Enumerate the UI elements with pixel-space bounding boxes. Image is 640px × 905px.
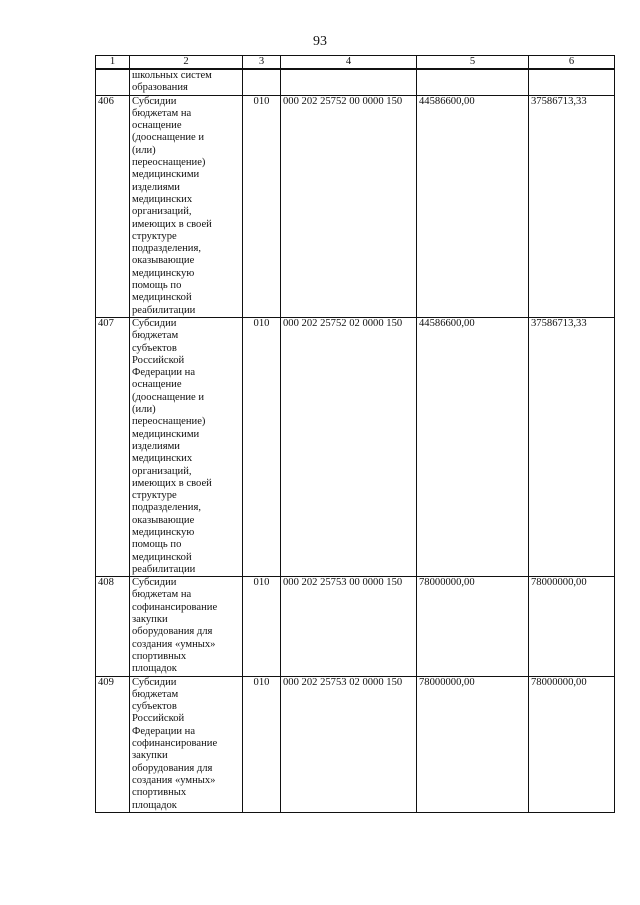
- row-name-line: бюджетам на: [132, 107, 192, 119]
- amount-planned: 78000000,00: [417, 577, 529, 676]
- admin-code: 010: [243, 577, 281, 676]
- row-name-line: софинансирование: [132, 738, 218, 750]
- row-number: 406: [96, 95, 130, 317]
- row-name-line: Субсидии: [132, 676, 177, 688]
- row-name-line: подразделения,: [132, 502, 201, 514]
- row-name-line: структуре: [132, 230, 177, 242]
- row-number: 408: [96, 577, 130, 676]
- row-name-line: оснащение: [132, 120, 182, 132]
- row-name-line: спортивных: [132, 787, 187, 799]
- row-name-line: медицинской: [132, 292, 192, 304]
- row-name-line: закупки: [132, 750, 168, 762]
- table-header-row: [96, 56, 615, 70]
- row-name-line: переоснащение): [132, 157, 206, 169]
- row-name-line: имеющих в своей: [132, 477, 212, 489]
- row-name-line: площадок: [132, 799, 177, 811]
- table-row: [96, 676, 615, 812]
- row-name-line: Субсидии: [132, 95, 177, 107]
- budget-classification-code: 000 202 25753 00 0000 150: [281, 577, 417, 676]
- table-row: [96, 69, 615, 95]
- row-name-line: медицинских: [132, 453, 193, 465]
- amount-planned: 44586600,00: [417, 95, 529, 317]
- row-name-line: Федерации на: [132, 367, 196, 379]
- budget-classification-code: 000 202 25752 00 0000 150: [281, 95, 417, 317]
- row-name: [130, 577, 243, 676]
- admin-code: [243, 69, 281, 95]
- row-name-line: образования: [132, 82, 188, 94]
- row-name-line: Субсидии: [132, 577, 177, 589]
- row-number: 409: [96, 676, 130, 812]
- row-name-line: площадок: [132, 663, 177, 675]
- row-name-line: медицинских: [132, 193, 193, 205]
- budget-classification-code: [281, 69, 417, 95]
- row-name-line: Российской: [132, 354, 185, 366]
- column-header: 5: [417, 56, 529, 70]
- amount-planned: [417, 69, 529, 95]
- row-name-line: софинансирование: [132, 601, 218, 613]
- row-name-line: школьных систем: [132, 70, 212, 81]
- row-name-line: оснащение: [132, 379, 182, 391]
- row-name-line: оборудования для: [132, 626, 213, 638]
- column-header: 6: [529, 56, 615, 70]
- row-name-line: создания «умных»: [132, 774, 216, 786]
- row-name-line: (дооснащение и: [132, 132, 205, 144]
- row-name-line: оказывающие: [132, 255, 195, 267]
- row-name: [130, 69, 243, 95]
- row-name-line: изделиями: [132, 181, 180, 193]
- row-name: [130, 317, 243, 576]
- row-name-line: бюджетам: [132, 330, 179, 342]
- row-name-line: закупки: [132, 614, 168, 626]
- row-name-line: медицинскую: [132, 526, 195, 538]
- row-name-line: помощь по: [132, 280, 182, 292]
- column-header: 4: [281, 56, 417, 70]
- row-name-line: имеющих в своей: [132, 218, 212, 230]
- row-name-line: медицинскую: [132, 267, 195, 279]
- row-name-line: бюджетам на: [132, 589, 192, 601]
- row-name-line: помощь по: [132, 539, 182, 551]
- row-name-line: (или): [132, 144, 156, 156]
- row-name-line: субъектов: [132, 701, 177, 713]
- row-name-line: изделиями: [132, 440, 180, 452]
- budget-classification-code: 000 202 25753 02 0000 150: [281, 676, 417, 812]
- row-name-line: бюджетам: [132, 688, 179, 700]
- row-name-line: организаций,: [132, 465, 192, 477]
- row-name-line: спортивных: [132, 650, 187, 662]
- row-name-line: (или): [132, 404, 156, 416]
- row-name-line: реабилитации: [132, 563, 196, 575]
- row-name-line: медицинскими: [132, 428, 200, 440]
- row-name-line: переоснащение): [132, 416, 206, 428]
- amount-planned: 44586600,00: [417, 317, 529, 576]
- row-name-line: медицинскими: [132, 169, 200, 181]
- row-name-line: реабилитации: [132, 304, 196, 316]
- column-header: 2: [130, 56, 243, 70]
- admin-code: 010: [243, 676, 281, 812]
- row-name-line: подразделения,: [132, 243, 201, 255]
- row-name-line: создания «умных»: [132, 638, 216, 650]
- row-name-line: структуре: [132, 490, 177, 502]
- amount-planned: 78000000,00: [417, 676, 529, 812]
- row-name-line: субъектов: [132, 342, 177, 354]
- row-name-line: организаций,: [132, 206, 192, 218]
- row-name-line: Субсидии: [132, 317, 177, 329]
- admin-code: 010: [243, 317, 281, 576]
- amount-executed: 78000000,00: [529, 577, 615, 676]
- column-header: 1: [96, 56, 130, 70]
- amount-executed: 37586713,33: [529, 95, 615, 317]
- table-row: [96, 317, 615, 576]
- row-name-line: Российской: [132, 713, 185, 725]
- amount-executed: 37586713,33: [529, 317, 615, 576]
- table-row: [96, 577, 615, 676]
- row-name: [130, 676, 243, 812]
- column-header: 3: [243, 56, 281, 70]
- row-name-line: оборудования для: [132, 762, 213, 774]
- page-number: 93: [313, 34, 327, 49]
- row-name-line: медицинской: [132, 551, 192, 563]
- admin-code: 010: [243, 95, 281, 317]
- budget-table: [95, 55, 615, 813]
- amount-executed: [529, 69, 615, 95]
- budget-classification-code: 000 202 25752 02 0000 150: [281, 317, 417, 576]
- row-number: [96, 69, 130, 95]
- row-name-line: Федерации на: [132, 725, 196, 737]
- row-name-line: оказывающие: [132, 514, 195, 526]
- table-row: [96, 95, 615, 317]
- row-name-line: (дооснащение и: [132, 391, 205, 403]
- amount-executed: 78000000,00: [529, 676, 615, 812]
- row-name: [130, 95, 243, 317]
- row-number: 407: [96, 317, 130, 576]
